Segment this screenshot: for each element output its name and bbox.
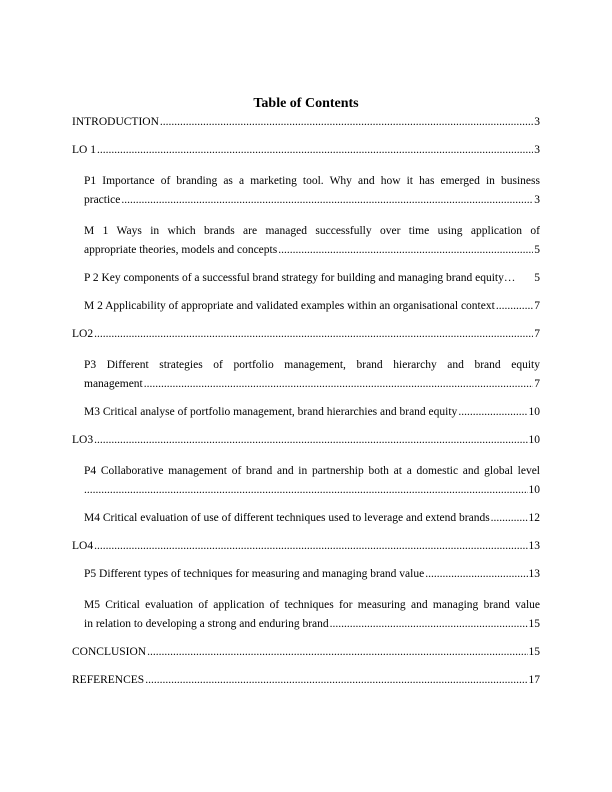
toc-entry-label: LO3 bbox=[72, 434, 94, 446]
dot-leader bbox=[425, 566, 527, 582]
toc-page-number: 13 bbox=[528, 540, 540, 552]
dot-leader bbox=[278, 242, 533, 258]
toc-entry-label: appropriate theories, models and concepts bbox=[84, 244, 278, 256]
toc-entry-label: P 2 Key components of a successful brand strategy for building and managing brand equity… bbox=[84, 272, 516, 284]
toc-page-number: 10 bbox=[528, 406, 540, 418]
dot-leader bbox=[491, 510, 528, 526]
toc-entry-label: practice bbox=[84, 194, 121, 206]
toc-title: Table of Contents bbox=[253, 96, 359, 111]
dot-leader bbox=[496, 298, 533, 314]
toc-entry-label: INTRODUCTION bbox=[72, 116, 159, 128]
toc-entry-label: LO2 bbox=[72, 328, 94, 340]
toc-page-number: 3 bbox=[534, 116, 540, 128]
toc-entry-text: P4 Collaborative management of brand and in partnership both at a domestic and global level bbox=[84, 465, 540, 477]
toc-entry-label: LO 1 bbox=[72, 144, 96, 156]
toc-page-number: 3 bbox=[534, 194, 540, 206]
toc-entry-label: M 2 Applicability of appropriate and validated examples within an organisational context bbox=[84, 300, 495, 312]
toc-page-number: 7 bbox=[534, 378, 540, 390]
toc-entry[interactable] bbox=[72, 270, 540, 292]
toc-entry[interactable] bbox=[72, 114, 540, 136]
dot-leader bbox=[94, 432, 527, 448]
toc-entry[interactable] bbox=[72, 170, 540, 214]
dot-leader bbox=[330, 616, 528, 632]
dot-leader bbox=[97, 142, 533, 158]
toc-entry-text: P1 Importance of branding as a marketing tool. Why and how it has emerged in business bbox=[84, 175, 540, 187]
toc-entry-label: in relation to developing a strong and enduring brand bbox=[84, 618, 329, 630]
dot-leader bbox=[94, 326, 533, 342]
toc-entry-label: P5 Different types of techniques for measuring and managing brand value bbox=[84, 568, 425, 580]
toc-entry[interactable] bbox=[72, 220, 540, 264]
toc-entry[interactable] bbox=[72, 594, 540, 638]
toc-entry-label: REFERENCES bbox=[72, 674, 145, 686]
toc-page-number: 7 bbox=[534, 328, 540, 340]
toc-entry-label: M4 Critical evaluation of use of different techniques used to leverage and extend brands bbox=[84, 512, 490, 524]
toc-page-number: 15 bbox=[528, 618, 540, 630]
dot-leader bbox=[84, 482, 528, 498]
toc-entry[interactable] bbox=[72, 432, 540, 454]
toc-entry-text: M 1 Ways in which brands are managed successfully over time using application of bbox=[84, 225, 540, 237]
toc-page-number: 10 bbox=[528, 434, 540, 446]
toc-entry-text: M5 Critical evaluation of application of techniques for measuring and managing brand value bbox=[84, 599, 540, 611]
dot-leader bbox=[458, 404, 527, 420]
toc-page-number: 17 bbox=[528, 674, 540, 686]
toc-entry[interactable] bbox=[72, 510, 540, 532]
dot-leader bbox=[121, 192, 533, 208]
toc-entry[interactable] bbox=[72, 142, 540, 164]
toc-entry[interactable] bbox=[72, 644, 540, 666]
toc-entry-label: LO4 bbox=[72, 540, 94, 552]
toc-page-number: 5 bbox=[534, 272, 540, 284]
toc-entry[interactable] bbox=[72, 538, 540, 560]
dot-leader bbox=[144, 376, 533, 392]
toc-entry[interactable] bbox=[72, 326, 540, 348]
toc-page-number: 3 bbox=[534, 144, 540, 156]
toc-page-number: 7 bbox=[534, 300, 540, 312]
toc-entry[interactable] bbox=[72, 672, 540, 694]
toc-entry-label: CONCLUSION bbox=[72, 646, 147, 658]
toc-entry-label: M3 Critical analyse of portfolio management, brand hierarchies and brand equity bbox=[84, 406, 458, 418]
toc-page-number: 12 bbox=[528, 512, 540, 524]
dot-leader bbox=[94, 538, 527, 554]
toc-page-number: 10 bbox=[528, 484, 540, 496]
dot-leader bbox=[160, 114, 533, 130]
toc-page-number: 13 bbox=[528, 568, 540, 580]
toc-entry[interactable] bbox=[72, 566, 540, 588]
dot-leader bbox=[145, 672, 527, 688]
toc-entry[interactable] bbox=[72, 298, 540, 320]
toc-entry-text: P3 Different strategies of portfolio management, brand hierarchy and brand equity bbox=[84, 359, 540, 371]
toc-page-number: 15 bbox=[528, 646, 540, 658]
toc-entry[interactable] bbox=[72, 354, 540, 398]
toc-entry[interactable] bbox=[72, 404, 540, 426]
toc-entry[interactable] bbox=[72, 460, 540, 504]
toc-list bbox=[72, 114, 540, 694]
dot-leader bbox=[147, 644, 527, 660]
toc-page-number: 5 bbox=[534, 244, 540, 256]
toc-entry-label: management bbox=[84, 378, 143, 390]
